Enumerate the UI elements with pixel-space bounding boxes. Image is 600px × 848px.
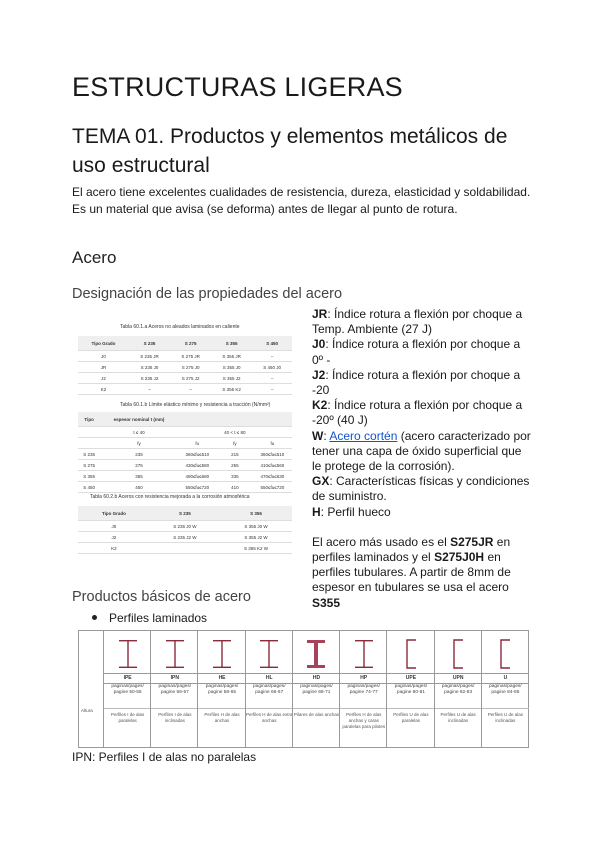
table-row [78,373,292,384]
table-cell: S 355 J0 [211,362,252,373]
table-cell: Tipo Grado [78,506,150,521]
table-cell: S 275 J2 [170,373,211,384]
table-row [78,427,292,438]
usage-paragraph: El acero más usado es el S275JR en perfiles laminados y el S275J0H en perfiles tubulares. A partir de 8mm de espesor en tubulares se usa el acero S355 [312,534,511,610]
table2-caption: Tabla 60.1.b Límite elástico mínimo y resistencia a tracción (N/mm²) [120,402,271,408]
bullet-dot [92,615,97,620]
profile-desc: Perfiles U de alas paralelas [387,708,434,724]
w-line: W: Acero cortén (acero caracterizado por tener una capa de óxido superficial que le protege de la corrosión). [312,428,531,474]
profile-name: U [482,673,529,684]
profile-name: IPE [104,673,151,684]
profile-column-upn [434,631,482,747]
table-cell: S 275 [170,336,211,351]
table-cell: – [252,351,292,362]
table-cell: 360≤fu≤510 [178,449,217,460]
table-cell: K2 [78,543,150,554]
table-cell: 410 [217,482,253,493]
acero-heading: Acero [72,248,117,267]
i-beam-icon [164,639,186,669]
table-cell: S 355 J2 [211,373,252,384]
profile-page: paginas/pages/ pagine 82-83 [441,684,475,695]
table1-caption: Tabla 60.1.a Aceros no aleados laminados en caliente [120,324,240,330]
table-row [78,521,292,532]
table-cell: 355 [100,471,177,482]
table-cell [253,427,292,438]
table-cell: 450 [100,482,177,493]
table3-caption: Tabla 60.2.b Aceros con resistencia mejorada a la corrosión atmosférica [90,494,250,500]
table-cell [217,412,253,427]
profile-column-upe [386,631,434,747]
table-cell: fy [100,438,177,449]
table-cell: 490≤fu≤680 [178,471,217,482]
table-cell: espesor nominal t (mm) [100,412,177,427]
table-cell: S 235 J0 W [150,521,220,532]
table-cell: 335 [217,471,253,482]
table-cell: S 355 [78,471,100,482]
i-beam-icon [117,639,139,669]
profile-page: paginas/pages/ pagine 58-65 [205,684,239,695]
profile-column-hl [245,631,293,747]
table-row [78,543,292,554]
h-line: H: Perfil hueco [312,504,391,519]
table-cell: S 235 JR [129,351,170,362]
table-row [78,482,292,493]
table-cell [150,543,220,554]
profile-column-hp [339,631,387,747]
table-row [78,351,292,362]
properties-column [312,307,534,611]
jr-line: JR: Índice rotura a flexión por choque a Temp. Ambiente (27 J) [312,307,523,337]
table-cell [78,427,100,438]
profile-desc: Pilares de alas anchas [293,708,340,718]
table-cell: S 275 [78,460,100,471]
profile-page: paginas/pages/ pagine 74-77 [347,684,380,695]
profile-page: paginas/pages/ pagine 56-57 [158,684,192,695]
table-cell: J0 [78,521,150,532]
profile-page: paginas/pages/ pagine 66-67 [252,684,286,695]
ipn-note: IPN: Perfiles I de alas no paralelas [72,750,257,764]
table-cell: 430≤fu≤580 [178,460,217,471]
profile-desc: Perfiles H de alas anchas y caras paralelas para pilotes [340,708,387,730]
profile-column-u [481,631,529,747]
table-row [78,438,292,449]
table-cell: – [170,384,211,395]
bullet-laminados: Perfiles laminados [92,611,207,625]
table-cell: 235 [100,449,177,460]
table-cell: 550≤fu≤720 [178,482,217,493]
table-row [78,384,292,395]
table-cell: S 450 J0 [252,362,292,373]
table-cell: S 275 JR [170,351,211,362]
i-beam-icon [305,639,327,669]
u-channel-icon [498,639,512,669]
table-cell: Tipo [78,412,100,427]
profile-desc: Perfiles U de alas inclinadas [435,708,482,724]
table-cell: S 355 [220,506,292,521]
acero-corten-link[interactable]: Acero cortén [329,428,398,443]
table-cell: fu [178,438,217,449]
intro-paragraph: El acero tiene excelentes cualidades de resistencia, dureza, elasticidad y soldabilidad. Es un material que avisa (se deforma) antes de llegar al punto de rotura. [72,185,531,216]
table-cell: S 355 K2 W [220,543,292,554]
table-cell: – [129,384,170,395]
table-cell: 275 [100,460,177,471]
profile-desc: Perfiles H de alas anchas [198,708,245,724]
table-cell: 40 < t ≤ 80 [217,427,253,438]
j2-line: J2: Índice rotura a flexión por choque a -20 [312,367,521,398]
table-cell: Tipo Grado [78,336,129,351]
table-cell [253,412,292,427]
table-row [78,449,292,460]
table-cell: J2 [78,373,129,384]
table3 [78,506,292,554]
table-cell: t ≤ 40 [100,427,177,438]
profile-column-he [197,631,245,747]
table2 [78,412,292,493]
table-cell: S 355 [211,336,252,351]
table-cell: S 450 [252,336,292,351]
table-cell: J0 [78,351,129,362]
table-cell: fy [217,438,253,449]
i-beam-icon [258,639,280,669]
profile-page: paginas/pages/ pagine 80-81 [394,684,428,695]
profile-desc: Perfiles U de alas inclinadas [482,708,529,724]
table-cell: S 450 [78,482,100,493]
profile-name: HL [246,673,293,684]
table-cell: 470≤fu≤630 [253,471,292,482]
table-cell [178,427,217,438]
table-cell: S 235 J0 [129,362,170,373]
steel-tables-image [74,318,296,558]
table-cell: 255 [217,460,253,471]
table-cell: S 235 [78,449,100,460]
profile-column-hd [292,631,340,747]
table-cell: 410≤fu≤560 [253,460,292,471]
gx-line: GX: Características físicas y condiciones de suministro. [312,474,530,504]
table-cell: S 355 K2 [211,384,252,395]
k2-line: K2: Índice rotura a flexión por choque a -20º (40 J) [312,398,523,428]
profiles-image [78,630,529,748]
u-channel-icon [451,639,465,669]
table-cell: S 235 J2 W [150,532,220,543]
profile-column-ipn [150,631,198,747]
table-row [78,336,292,351]
table-cell: S 235 [129,336,170,351]
profile-page: paginas/pages/ pagine 50-55 [111,684,144,695]
table-cell: S 355 J2 W [220,532,292,543]
table-cell: – [252,384,292,395]
table-cell: J2 [78,532,150,543]
profile-column-ipe [103,631,151,747]
table-cell: S 235 J2 [129,373,170,384]
table-row [78,412,292,427]
table-cell: K2 [78,384,129,395]
table-cell: S 355 J0 W [220,521,292,532]
tema-heading: TEMA 01. Productos y elementos metálicos de uso estructural [72,125,508,177]
table-cell [178,412,217,427]
i-beam-icon [211,639,233,669]
profile-name: HD [293,673,340,684]
table-row [78,471,292,482]
profile-name: UPN [435,673,482,684]
productos-heading: Productos básicos de acero [72,589,251,605]
table-cell: JR [78,362,129,373]
table-row [78,506,292,521]
profile-page: paginas/pages/ pagine 68-71 [300,684,333,695]
table-row [78,532,292,543]
u-channel-icon [404,639,418,669]
i-beam-icon [353,639,375,669]
document-title: ESTRUCTURAS LIGERAS [72,72,403,102]
table-cell: 550≤fu≤720 [253,482,292,493]
table-cell: S 235 [150,506,220,521]
profile-desc: Perfiles H de alas extra anchas [246,708,293,724]
profile-name: IPN [151,673,198,684]
profiles-row-label: Altura [81,708,93,713]
table-cell: – [252,373,292,384]
table-cell [78,438,100,449]
table-row [78,362,292,373]
profile-desc: Perfiles I de alas paralelas [104,708,151,724]
table-cell: S 275 J0 [170,362,211,373]
profile-name: HP [340,673,387,684]
table-cell: 360≤fu≤510 [253,449,292,460]
table-cell: S 355 JR [211,351,252,362]
profile-name: HE [198,673,245,684]
designacion-heading: Designación de las propiedades del acero [72,286,343,302]
table1 [78,336,292,395]
table-cell: 215 [217,449,253,460]
j0-line: J0: Índice rotura a flexión por choque a 0º - [312,337,521,367]
profile-name: UPE [387,673,434,684]
table-row [78,460,292,471]
profile-desc: Perfiles I de alas inclinadas [151,708,198,724]
table-cell: fu [253,438,292,449]
profile-page: paginas/pages/ pagine 84-85 [489,684,522,695]
